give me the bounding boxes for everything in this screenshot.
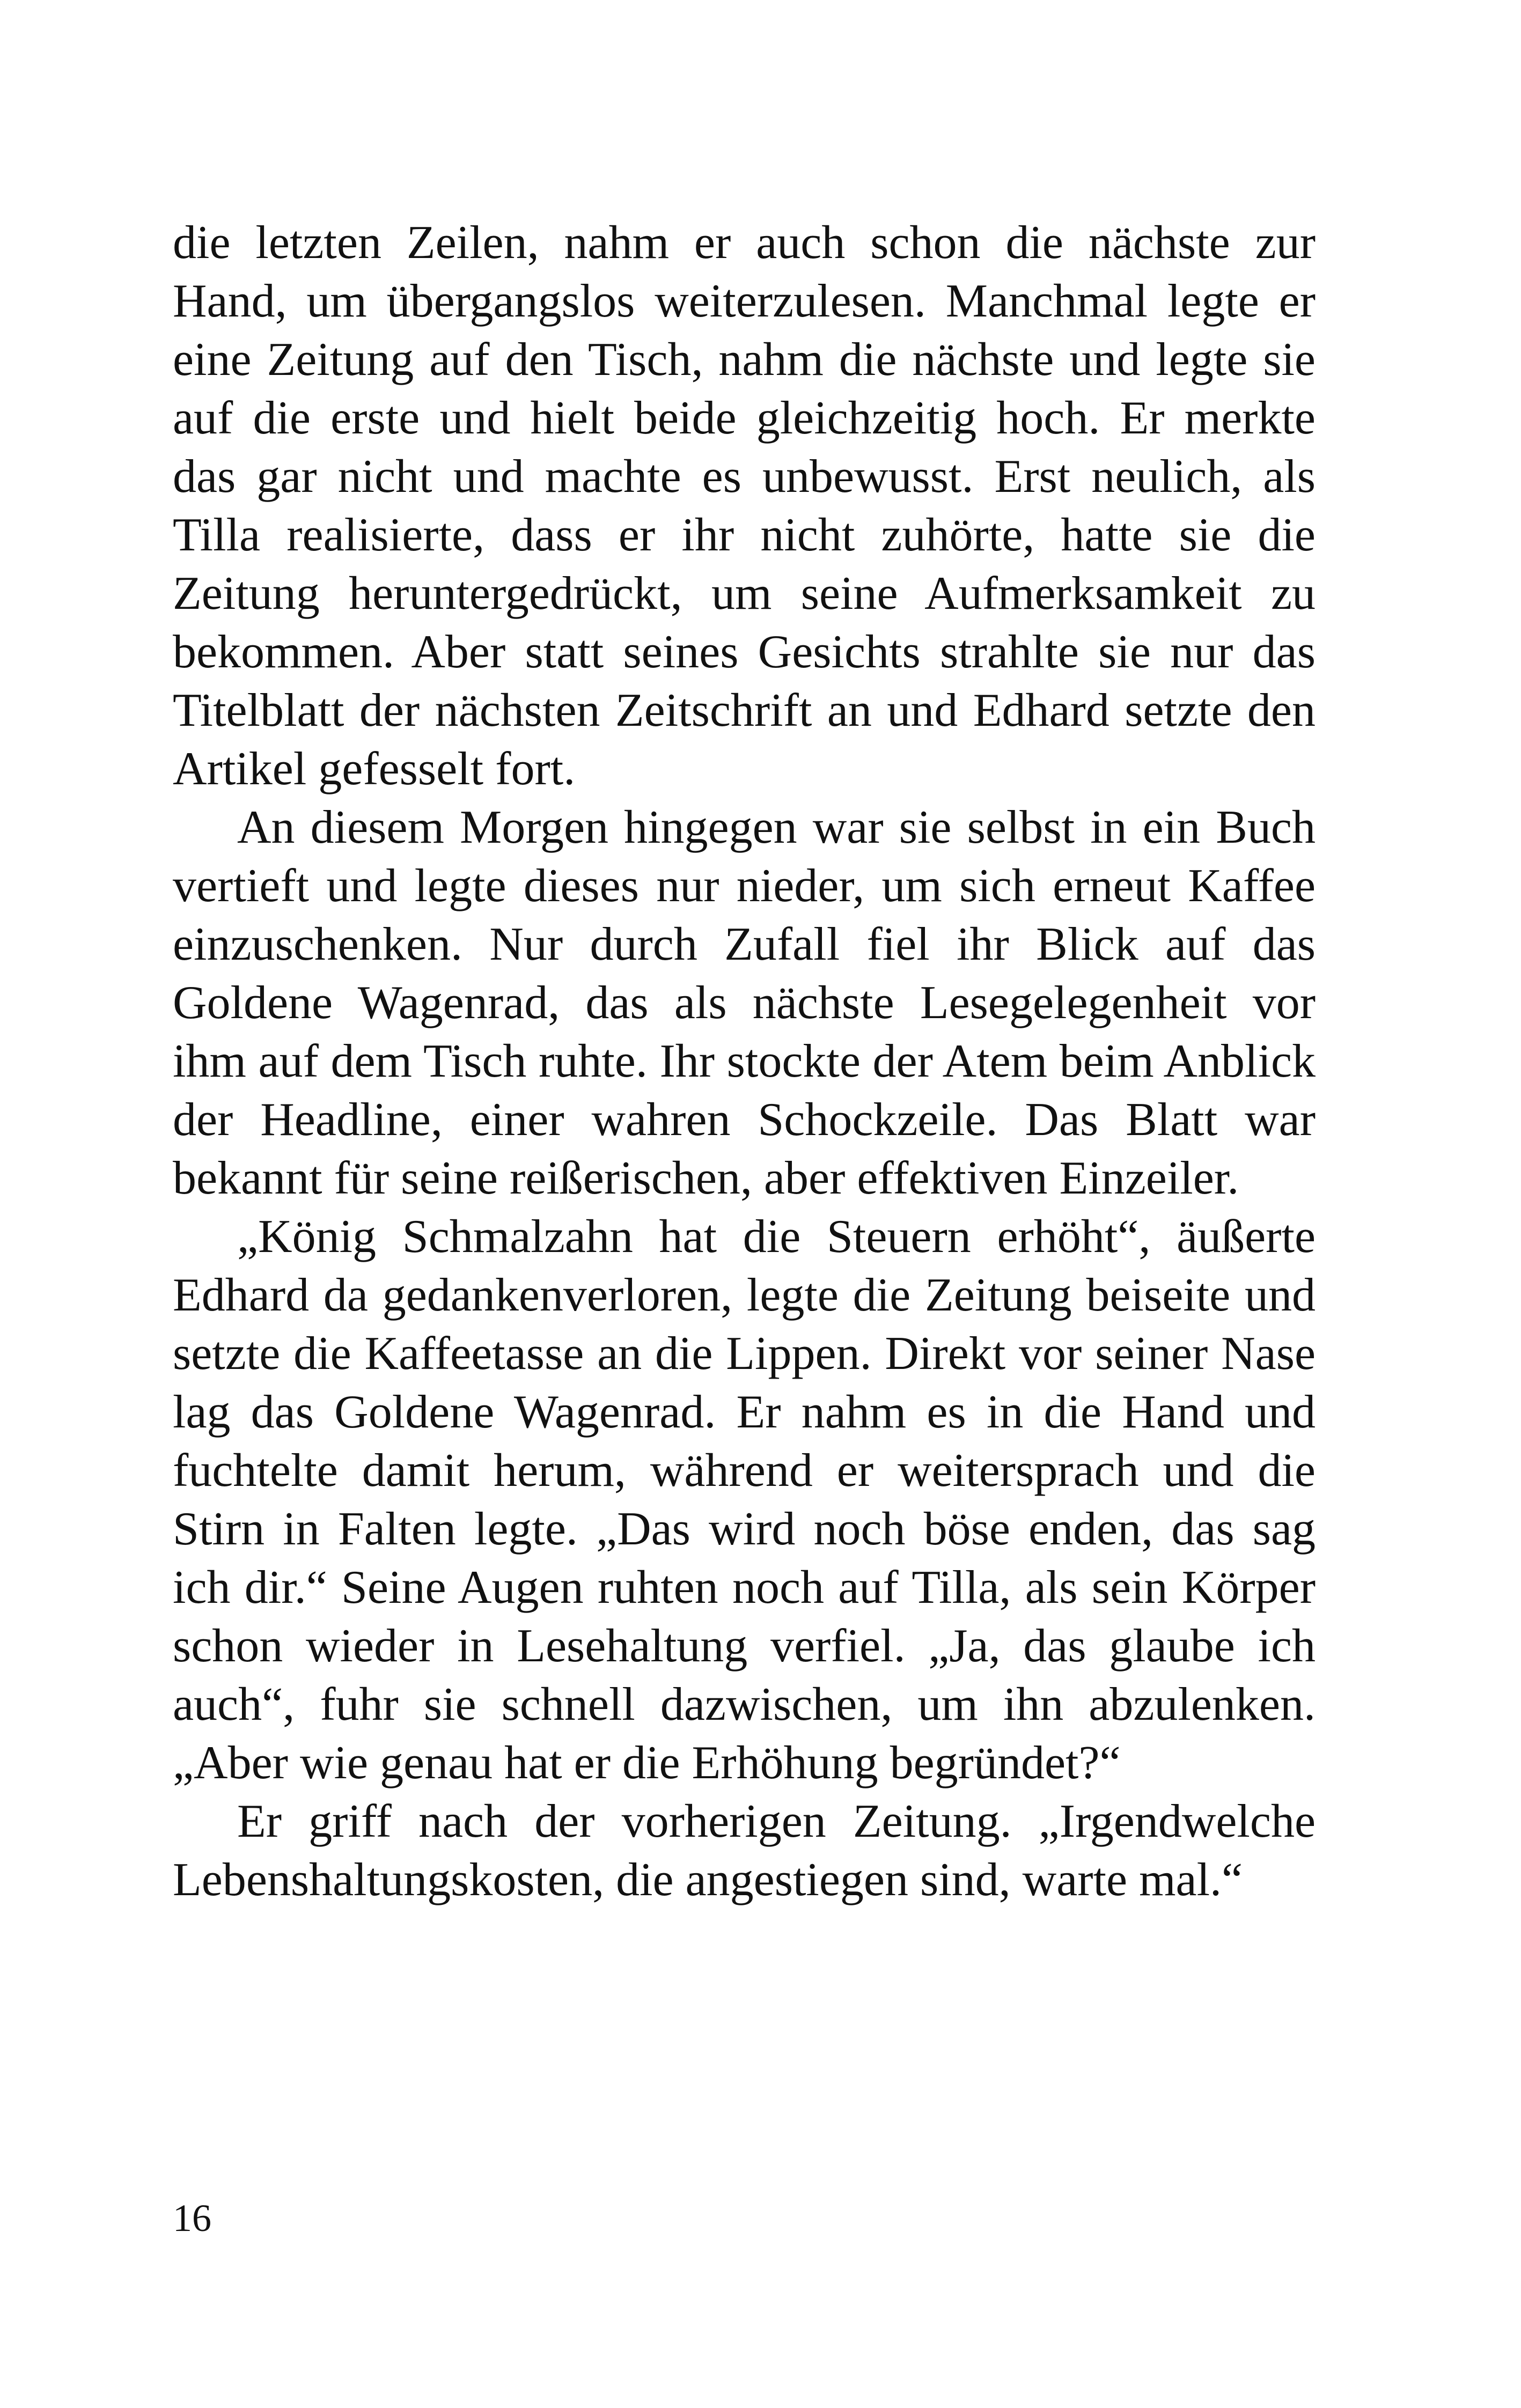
page-number: 16 (173, 2197, 211, 2240)
paragraph-3: „König Schmalzahn hat die Steuern erhöht“, äußerte Edhard da gedankenverloren, legte die Zeitung beiseite und setzte die Kaffeetasse an die Lippen. Direkt vor seiner Nase lag das Goldene Wagenrad. Er nahm es in die Hand und fuchtelte damit herum, während er weitersprach und die Stirn in Falten legte. „Das wird noch böse enden, das sag ich dir.“ Seine Augen ruhten noch auf Tilla, als sein Körper schon wieder in Lesehaltung verfiel. „Ja, das glaube ich auch“, fuhr sie schnell dazwischen, um ihn abzulenken. „Aber wie genau hat er die Erhöhung begründet?“ (173, 1211, 1316, 1789)
paragraph-2: An diesem Morgen hingegen war sie selbst in ein Buch vertieft und legte dieses nur nieder, um sich erneut Kaffee einzuschenken. Nur durch Zufall fiel ihr Blick auf das Goldene Wagenrad, das als nächste Lesegelegenheit vor ihm auf dem Tisch ruhte. Ihr stockte der Atem beim Anblick der Headline, einer wahren Schockzeile. Das Blatt war bekannt für seine reißerischen, aber effektiven Einzeiler. (173, 801, 1316, 1204)
body-text (173, 213, 1316, 1909)
paragraph-4: Er griff nach der vorherigen Zeitung. „Irgendwelche Lebenshaltungskosten, die angestiegen sind, warte mal.“ (173, 1795, 1316, 1906)
paragraph-1: die letzten Zeilen, nahm er auch schon die nächste zur Hand, um übergangslos weiterzulesen. Manchmal legte er eine Zeitung auf den Tisch, nahm die nächste und legte sie auf die erste und hielt beide gleichzeitig hoch. Er merkte das gar nicht und machte es unbewusst. Erst neulich, als Tilla realisierte, dass er ihr nicht zuhörte, hatte sie die Zeitung heruntergedrückt, um seine Aufmerksamkeit zu bekommen. Aber statt seines Gesichts strahlte sie nur das Titelblatt der nächsten Zeitschrift an und Edhard setzte den Artikel gefesselt fort. (173, 217, 1316, 795)
